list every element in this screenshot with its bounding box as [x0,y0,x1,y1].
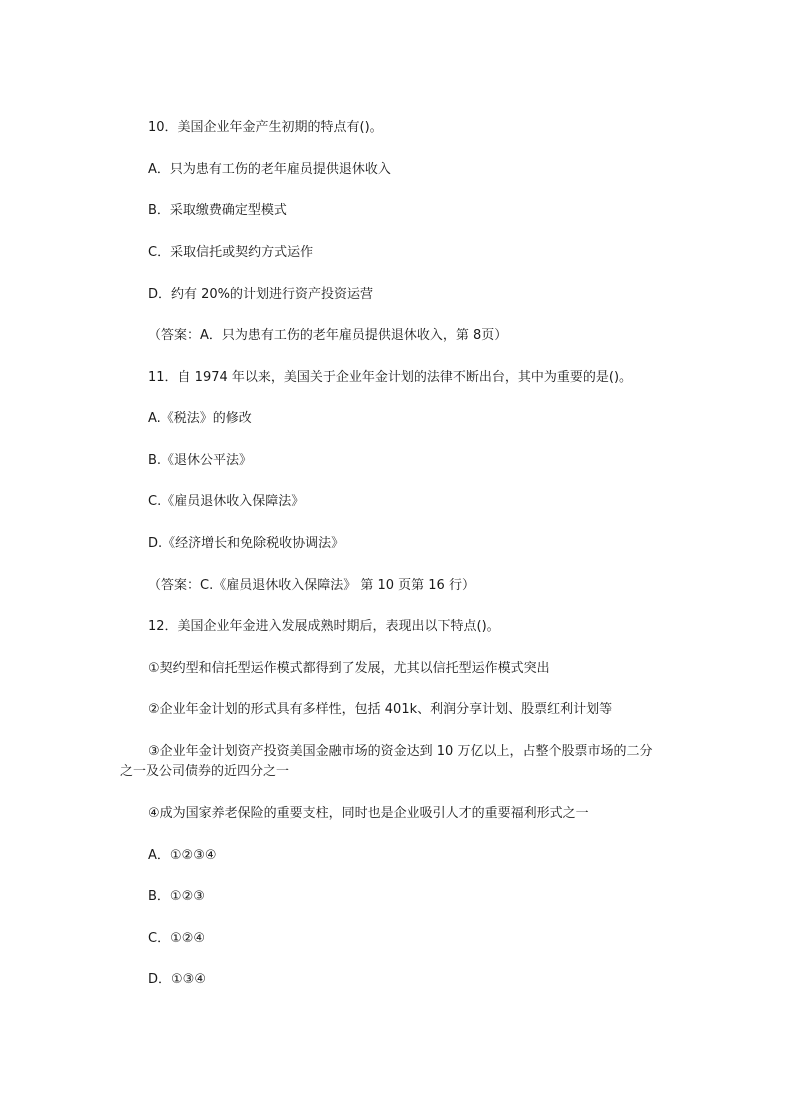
q10-option-c: C．采取信托或契约方式运作 [148,245,314,260]
q10-option-d: D．约有 20%的计划进行资产投资运营 [148,287,374,302]
question-10: 10．美国企业年金产生初期的特点有()。 [148,120,383,135]
q11-answer: （答案：C.《雇员退休收入保障法》 第 10 页第 16 行） [148,578,475,593]
q12-option-a: A．①②③④ [148,848,217,863]
q12-option-b: B．①②③ [148,889,205,904]
q10-answer: （答案：A．只为患有工伤的老年雇员提供退休收入，第 8页） [148,328,508,343]
q12-statement-3: ③企业年金计划资产投资美国金融市场的资金达到 10 万亿以上，占整个股票市场的二分之一及公司债券的近四分之一 [120,744,653,779]
q12-statement-2: ②企业年金计划的形式具有多样性，包括 401k、利润分享计划、股票红利计划等 [148,702,613,717]
q10-option-a: A．只为患有工伤的老年雇员提供退休收入 [148,162,391,177]
q11-option-d: D.《经济增长和免除税收协调法》 [148,536,345,551]
q10-option-b: B．采取缴费确定型模式 [148,203,287,218]
q12-statement-1: ①契约型和信托型运作模式都得到了发展，尤其以信托型运作模式突出 [148,661,550,676]
q11-option-b: B.《退休公平法》 [148,453,253,468]
q12-option-c: C．①②④ [148,931,206,946]
question-12: 12．美国企业年金进入发展成熟时期后，表现出以下特点()。 [148,619,500,634]
question-11: 11．自 1974 年以来，美国关于企业年金计划的法律不断出台，其中为重要的是()。 [148,370,633,385]
q11-option-c: C.《雇员退休收入保障法》 [148,494,305,509]
q12-option-d: D．①③④ [148,972,206,987]
q12-statement-4: ④成为国家养老保险的重要支柱，同时也是企业吸引人才的重要福利形式之一 [148,806,589,821]
q11-option-a: A.《税法》的修改 [148,411,252,426]
